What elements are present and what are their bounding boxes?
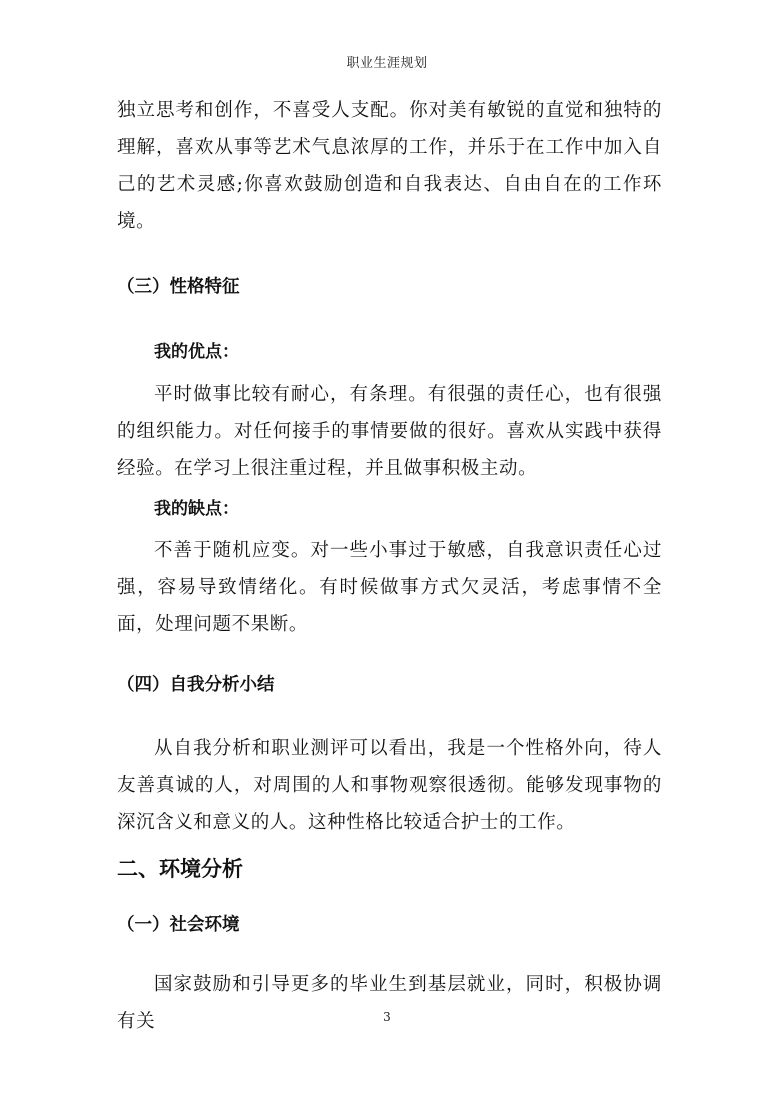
paragraph-intro: 独立思考和创作，不喜受人支配。你对美有敏锐的直觉和独特的理解，喜欢从事等艺术气息浓厚的工作，并乐于在工作中加入自己的艺术灵感;你喜欢鼓励创造和自我表达、自由自在的工作环境。: [117, 100, 662, 232]
page-content: [117, 92, 662, 1040]
label-weaknesses: 我的缺点：: [154, 499, 239, 519]
running-header: 职业生涯规划: [346, 56, 428, 71]
paragraph-social: 国家鼓励和引导更多的毕业生到基层就业，同时，积极协调有关: [117, 974, 662, 1032]
paragraph-strengths: 平时做事比较有耐心，有条理。有很强的责任心，也有很强的组织能力。对任何接手的事情要做的很好。喜欢从实践中获得经验。在学习上很注重过程，并且做事积极主动。: [117, 384, 662, 479]
heading-self-analysis-summary: （四）自我分析小结: [117, 675, 275, 695]
heading-personality-traits: （三）性格特征: [117, 277, 240, 297]
paragraph-summary: 从自我分析和职业测评可以看出，我是一个性格外向，待人友善真诚的人，对周围的人和事物观察很透彻。能够发现事物的深沉含义和意义的人。这种性格比较适合护士的工作。: [117, 738, 662, 833]
heading-environment-analysis: 二、环境分析: [117, 857, 243, 881]
label-strengths: 我的优点：: [154, 342, 239, 362]
heading-social-environment: （一）社会环境: [117, 915, 240, 935]
paragraph-weaknesses: 不善于随机应变。对一些小事过于敏感，自我意识责任心过强，容易导致情绪化。有时候做事方式欠灵活，考虑事情不全面，处理问题不果断。: [117, 540, 662, 635]
page-number: 3: [383, 1010, 391, 1024]
